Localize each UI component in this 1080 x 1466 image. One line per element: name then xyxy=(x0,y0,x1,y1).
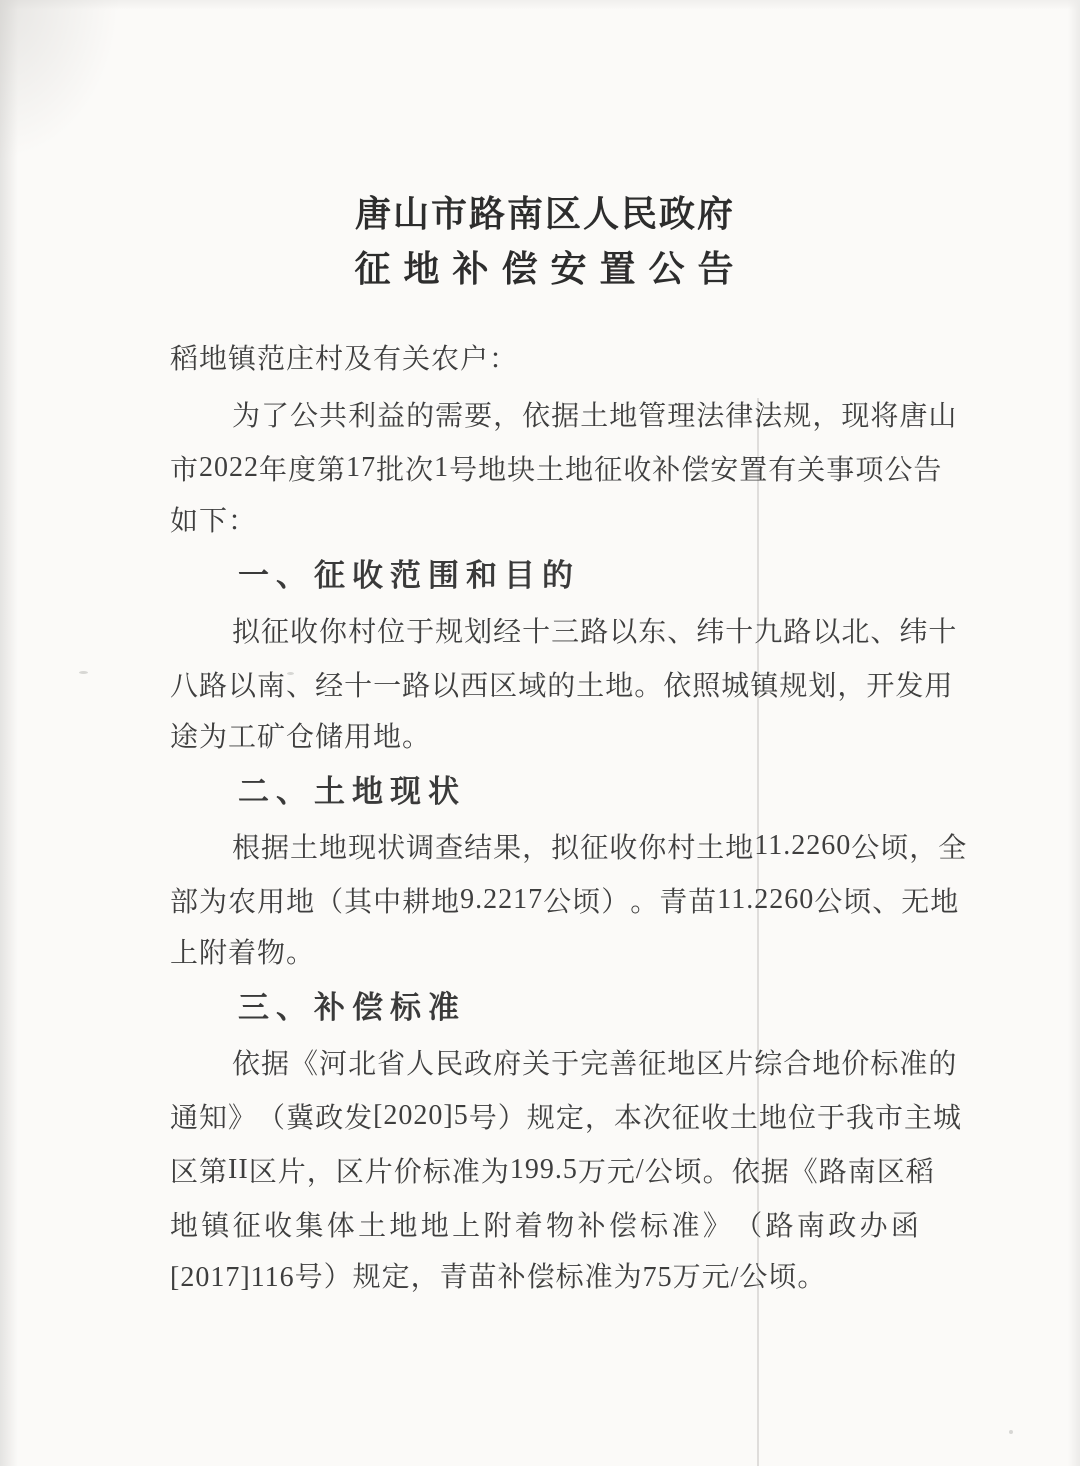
line-token: 地 xyxy=(758,1103,788,1134)
line-token: 农 xyxy=(228,887,258,918)
line-token: 将 xyxy=(870,401,900,432)
line-token: 顷 xyxy=(572,887,602,918)
line-token: 区 xyxy=(170,1157,200,1188)
line-token: 根 xyxy=(232,833,262,864)
line-token: 北 xyxy=(841,617,871,648)
line-token: 、 xyxy=(286,671,316,702)
line-token: 知 xyxy=(199,1103,229,1134)
line-token: 准 xyxy=(671,1211,701,1242)
document-line xyxy=(170,1197,920,1251)
line-token: 偿 xyxy=(681,455,711,486)
line-token: 西 xyxy=(460,671,490,702)
line-token: 路 xyxy=(402,671,432,702)
line-token: 土 xyxy=(290,833,320,864)
line-token: 《 xyxy=(290,1049,320,1080)
line-token: 南 xyxy=(847,1157,877,1188)
line-token: 耕 xyxy=(402,887,432,918)
section-heading: 一、征收范围和目的 xyxy=(238,558,580,593)
line-token: 路 xyxy=(818,1157,848,1188)
line-token: 地 xyxy=(667,1049,697,1080)
line-token: 安 xyxy=(710,455,740,486)
line-token: 2260 xyxy=(754,884,815,915)
line-token: 标 xyxy=(640,1211,670,1242)
line-token: 标 xyxy=(870,1049,900,1080)
document-line: 如下： xyxy=(170,506,258,537)
line-token: 片 xyxy=(364,1157,394,1188)
document-lines xyxy=(170,387,968,1305)
line-token: 收 xyxy=(700,1103,730,1134)
line-token: 镇 xyxy=(201,1211,231,1242)
line-token: 依 xyxy=(663,671,693,702)
line-token: 东 xyxy=(638,617,668,648)
line-token: 调 xyxy=(406,833,436,864)
line-token: 规 xyxy=(783,401,813,432)
line-token: 片 xyxy=(725,1049,755,1080)
line-token: 位 xyxy=(377,617,407,648)
line-token: 律 xyxy=(725,401,755,432)
line-token: 补 xyxy=(652,455,682,486)
line-token: 收 xyxy=(290,617,320,648)
document-line xyxy=(170,1143,935,1197)
line-token: （ xyxy=(734,1211,764,1242)
line-token: 用 xyxy=(257,887,287,918)
line-token: 地 xyxy=(609,401,639,432)
line-token: 以 xyxy=(228,671,258,702)
line-token: 土 xyxy=(729,1103,759,1134)
line-token: 地 xyxy=(431,887,461,918)
line-token: 的 xyxy=(406,401,436,432)
line-token: 公 xyxy=(851,833,881,864)
line-token: 善 xyxy=(609,1049,639,1080)
line-token: 以 xyxy=(609,617,639,648)
line-token: 你 xyxy=(319,617,349,648)
line-token: 征 xyxy=(580,833,610,864)
line-token: 上 xyxy=(452,1211,482,1242)
line-token: 村 xyxy=(348,617,378,648)
line-token: 城 xyxy=(933,1103,963,1134)
line-token: 次 xyxy=(642,1103,672,1134)
line-token: ， xyxy=(812,401,842,432)
line-token: 公 xyxy=(644,1157,674,1188)
line-token: 八 xyxy=(170,671,200,702)
line-token: 纬 xyxy=(899,617,929,648)
line-token: 于 xyxy=(551,1049,581,1080)
line-token: 中 xyxy=(373,887,403,918)
line-token: 十 xyxy=(344,671,374,702)
line-token: 关 xyxy=(797,455,827,486)
scan-corner-shade xyxy=(0,0,120,160)
line-token: 价 xyxy=(393,1157,423,1188)
line-token: 标 xyxy=(422,1157,452,1188)
line-token: 无 xyxy=(901,887,931,918)
line-token: 纬 xyxy=(696,617,726,648)
line-token: 区 xyxy=(696,1049,726,1080)
line-token: 规 xyxy=(435,617,465,648)
line-token: 》 xyxy=(228,1103,258,1134)
line-token: 于 xyxy=(406,617,436,648)
line-token: 唐 xyxy=(899,401,929,432)
line-token: 南 xyxy=(796,1211,826,1242)
line-token: 着 xyxy=(514,1211,544,1242)
line-token: 拟 xyxy=(232,617,262,648)
line-token: 理 xyxy=(667,401,697,432)
line-token: 依 xyxy=(522,401,552,432)
line-token: 开 xyxy=(866,671,896,702)
line-token: 关 xyxy=(522,1049,552,1080)
line-token: 地 xyxy=(389,1211,419,1242)
line-token: 路 xyxy=(783,617,813,648)
line-token: 体 xyxy=(326,1211,356,1242)
line-token: 现 xyxy=(841,401,871,432)
line-token: 》 xyxy=(702,1211,732,1242)
line-token: 批 xyxy=(376,455,406,486)
line-token: 元 xyxy=(606,1157,636,1188)
line-token: 顷 xyxy=(673,1157,703,1188)
line-token: ， xyxy=(522,833,552,864)
line-token: 区 xyxy=(335,1157,365,1188)
line-token: 9. xyxy=(460,884,484,915)
line-token: ， xyxy=(909,833,939,864)
line-token: 现 xyxy=(348,833,378,864)
line-token: II xyxy=(228,1154,249,1185)
line-token: 土 xyxy=(358,1211,388,1242)
line-token: 九 xyxy=(754,617,784,648)
line-token: 人 xyxy=(406,1049,436,1080)
document-line xyxy=(170,1089,963,1143)
line-token: 征 xyxy=(232,1211,262,1242)
scan-speck xyxy=(79,671,88,674)
line-token: 据 xyxy=(261,833,291,864)
line-token: 定 xyxy=(555,1103,585,1134)
line-token: 公 xyxy=(290,401,320,432)
document-line xyxy=(170,873,960,927)
line-token: 置 xyxy=(739,455,769,486)
document-line: [2017]116号）规定，青苗补偿标准为75万元/公顷。 xyxy=(170,1262,827,1293)
line-token: 市 xyxy=(874,1103,904,1134)
line-token: 路 xyxy=(765,1211,795,1242)
line-token: 、 xyxy=(872,887,902,918)
line-token: ， xyxy=(306,1157,336,1188)
line-token: 地 xyxy=(605,671,635,702)
line-token: 《 xyxy=(789,1157,819,1188)
line-token: 通 xyxy=(170,1103,200,1134)
line-token: 政 xyxy=(464,1049,494,1080)
line-token: 以 xyxy=(431,671,461,702)
section-heading: 三、补偿标准 xyxy=(238,990,466,1025)
line-token: 发 xyxy=(895,671,925,702)
line-token: 次 xyxy=(405,455,435,486)
line-token: 完 xyxy=(580,1049,610,1080)
line-token: 为 xyxy=(199,887,229,918)
line-token: 征 xyxy=(594,455,624,486)
line-token: 17 xyxy=(346,452,377,483)
line-token: 事 xyxy=(826,455,856,486)
line-token: ） xyxy=(601,887,631,918)
line-token: 民 xyxy=(435,1049,465,1080)
line-token: ） xyxy=(497,1103,527,1134)
line-token: 片 xyxy=(277,1157,307,1188)
line-token: 号 xyxy=(449,455,479,486)
line-token: 法 xyxy=(754,401,784,432)
line-token: 为 xyxy=(480,1157,510,1188)
document-line xyxy=(170,603,958,657)
line-token: 利 xyxy=(348,401,378,432)
line-token: 顷 xyxy=(843,887,873,918)
line-token: 查 xyxy=(435,833,465,864)
line-token: 集 xyxy=(295,1211,325,1242)
line-token: 划 xyxy=(808,671,838,702)
line-token: 用 xyxy=(924,671,954,702)
line-token: 区 xyxy=(876,1157,906,1188)
line-token: ， xyxy=(493,401,523,432)
line-token: 省 xyxy=(377,1049,407,1080)
line-token: 规 xyxy=(779,671,809,702)
line-token: 为 xyxy=(232,401,262,432)
line-token: 域 xyxy=(518,671,548,702)
line-token: 一 xyxy=(373,671,403,702)
scan-edge-right xyxy=(1068,0,1080,1466)
line-token: 管 xyxy=(638,401,668,432)
line-token: 年 xyxy=(259,455,289,486)
line-token: 函 xyxy=(890,1211,920,1242)
line-token: 于 xyxy=(816,1103,846,1134)
line-token: 物 xyxy=(546,1211,576,1242)
line-token: 依 xyxy=(232,1049,262,1080)
line-token: 11. xyxy=(717,884,755,915)
line-token: （ xyxy=(257,1103,287,1134)
line-token: 第 xyxy=(317,455,347,486)
line-token: 发 xyxy=(344,1103,374,1134)
document-line xyxy=(170,1035,958,1089)
line-token: 征 xyxy=(638,1049,668,1080)
line-token: 经 xyxy=(493,617,523,648)
document-title-line1: 唐山市路南区人民政府 xyxy=(354,194,735,234)
line-token: 有 xyxy=(768,455,798,486)
line-token: 项 xyxy=(855,455,885,486)
line-token: 城 xyxy=(721,671,751,702)
line-token: 我 xyxy=(845,1103,875,1134)
line-token: 。 xyxy=(630,887,660,918)
announcement-document xyxy=(170,187,968,1305)
line-token: 拟 xyxy=(551,833,581,864)
line-token: 2260 xyxy=(791,830,852,861)
line-token: 共 xyxy=(319,401,349,432)
document-line xyxy=(170,387,958,441)
line-token: 府 xyxy=(493,1049,523,1080)
line-token: 土 xyxy=(696,833,726,864)
line-token: 11. xyxy=(754,830,792,861)
line-token: 准 xyxy=(451,1157,481,1188)
line-token: 状 xyxy=(377,833,407,864)
scan-edge-top xyxy=(0,0,1080,10)
line-token: 本 xyxy=(613,1103,643,1134)
line-token: 土 xyxy=(536,455,566,486)
line-token: 十 xyxy=(928,617,958,648)
line-token: 补 xyxy=(577,1211,607,1242)
line-token: 结 xyxy=(464,833,494,864)
line-token: 市 xyxy=(170,455,200,486)
line-token: 需 xyxy=(435,401,465,432)
line-token: / xyxy=(635,1154,645,1185)
line-token: 全 xyxy=(938,833,968,864)
line-token: 你 xyxy=(638,833,668,864)
line-token: 村 xyxy=(667,833,697,864)
line-token: 土 xyxy=(580,401,610,432)
line-token: 地 xyxy=(286,887,316,918)
line-token: 。 xyxy=(634,671,664,702)
line-token: 、 xyxy=(667,617,697,648)
line-token: 顷 xyxy=(880,833,910,864)
line-token: 准 xyxy=(899,1049,929,1080)
line-token: 办 xyxy=(859,1211,889,1242)
scan-speck xyxy=(1009,1430,1013,1434)
document-line xyxy=(170,441,943,495)
document-title-line2: 征 地 补 偿 安 置 公 告 xyxy=(354,249,736,289)
line-token: （ xyxy=(315,887,345,918)
line-token: 地 xyxy=(565,455,595,486)
line-token: 依 xyxy=(731,1157,761,1188)
line-token: 地 xyxy=(930,887,960,918)
line-token: 路 xyxy=(580,617,610,648)
line-token: 河 xyxy=(319,1049,349,1080)
line-token: 益 xyxy=(377,401,407,432)
line-token: 告 xyxy=(913,455,943,486)
salutation-line: 稻地镇范庄村及有关农户： xyxy=(170,344,519,375)
line-token: 镇 xyxy=(750,671,780,702)
line-token: 稻 xyxy=(905,1157,935,1188)
line-token: 果 xyxy=(493,833,523,864)
line-token: 的 xyxy=(547,671,577,702)
line-token: 以 xyxy=(812,617,842,648)
line-token: 地 xyxy=(478,455,508,486)
scan-edge-left xyxy=(0,0,18,1466)
line-token: 块 xyxy=(507,455,537,486)
line-token: 合 xyxy=(783,1049,813,1080)
line-token: 主 xyxy=(904,1103,934,1134)
line-token: 偿 xyxy=(608,1211,638,1242)
line-token: 北 xyxy=(348,1049,378,1080)
line-token: 、 xyxy=(870,617,900,648)
line-token: 征 xyxy=(671,1103,701,1134)
line-token: 十 xyxy=(522,617,552,648)
line-token: 政 xyxy=(315,1103,345,1134)
line-token: 的 xyxy=(928,1049,958,1080)
line-token: 万 xyxy=(577,1157,607,1188)
line-token: 地 xyxy=(420,1211,450,1242)
line-token: 度 xyxy=(288,455,318,486)
line-token: 划 xyxy=(464,617,494,648)
line-token: 照 xyxy=(692,671,722,702)
line-token: 路 xyxy=(199,671,229,702)
line-token: 区 xyxy=(489,671,519,702)
line-token: 了 xyxy=(261,401,291,432)
line-token: 山 xyxy=(928,401,958,432)
line-token: 法 xyxy=(696,401,726,432)
line-token: 2217 xyxy=(483,884,544,915)
line-token: 苗 xyxy=(688,887,718,918)
line-token: 综 xyxy=(754,1049,784,1080)
line-token: 。 xyxy=(702,1157,732,1188)
line-token: 政 xyxy=(828,1211,858,1242)
line-token: 据 xyxy=(760,1157,790,1188)
line-token: 199. xyxy=(509,1154,563,1185)
line-token: 收 xyxy=(264,1211,294,1242)
line-token: 地 xyxy=(319,833,349,864)
line-token: 第 xyxy=(199,1157,229,1188)
document-line: 途为工矿仓储用地。 xyxy=(170,722,432,753)
line-token: 区 xyxy=(248,1157,278,1188)
line-token: 青 xyxy=(659,887,689,918)
line-token: 规 xyxy=(526,1103,556,1134)
line-token: [2020]5 xyxy=(373,1100,469,1131)
line-token: 位 xyxy=(787,1103,817,1134)
line-token: 价 xyxy=(841,1049,871,1080)
line-token: 要 xyxy=(464,401,494,432)
line-token: 地 xyxy=(170,1211,200,1242)
line-token: 1 xyxy=(434,452,450,483)
section-heading: 二、土地现状 xyxy=(238,774,466,809)
line-token: 土 xyxy=(576,671,606,702)
document-line xyxy=(170,657,954,711)
document-line xyxy=(170,819,968,873)
line-token: 十 xyxy=(725,617,755,648)
line-token: 其 xyxy=(344,887,374,918)
line-token: 冀 xyxy=(286,1103,316,1134)
line-token: 地 xyxy=(812,1049,842,1080)
line-token: 三 xyxy=(551,617,581,648)
line-token: 5 xyxy=(562,1154,578,1185)
line-token: 征 xyxy=(261,617,291,648)
line-token: ， xyxy=(584,1103,614,1134)
line-token: 2022 xyxy=(199,452,260,483)
line-token: 公 xyxy=(814,887,844,918)
line-token: 附 xyxy=(483,1211,513,1242)
line-token: 地 xyxy=(725,833,755,864)
line-token: 部 xyxy=(170,887,200,918)
line-token: ， xyxy=(837,671,867,702)
line-token: 号 xyxy=(468,1103,498,1134)
line-token: 收 xyxy=(623,455,653,486)
line-token: 南 xyxy=(257,671,287,702)
line-token: 收 xyxy=(609,833,639,864)
document-line: 上附着物。 xyxy=(170,938,316,969)
line-token: 据 xyxy=(261,1049,291,1080)
line-token: 据 xyxy=(551,401,581,432)
line-token: 经 xyxy=(315,671,345,702)
line-token: 公 xyxy=(543,887,573,918)
line-token: 公 xyxy=(884,455,914,486)
